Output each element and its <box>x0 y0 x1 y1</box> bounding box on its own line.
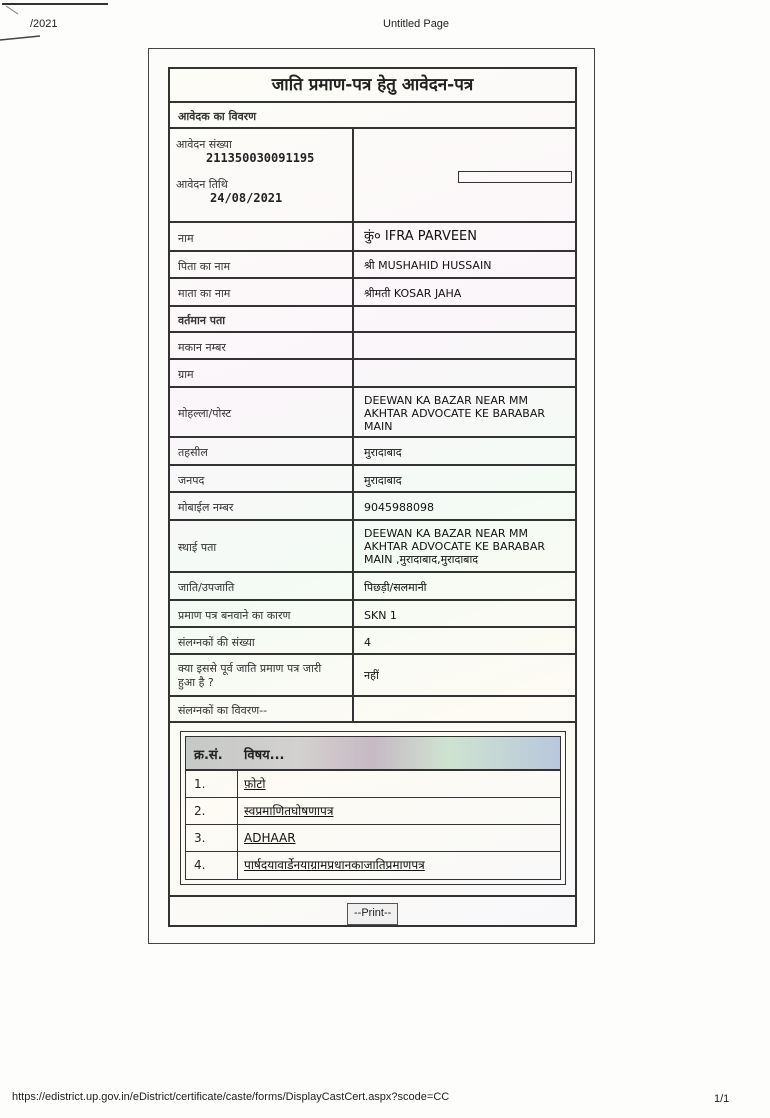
previous-certificate-row <box>170 655 575 697</box>
mohalla-line-3: MAIN <box>364 420 393 433</box>
application-number-label: आवेदन संख्या <box>176 138 232 151</box>
attachment-sn: 1. <box>186 771 238 797</box>
print-footer-url: https://edistrict.up.gov.in/eDistrict/certificate/caste/forms/DisplayCastCert.aspx?scode=CC <box>12 1091 450 1103</box>
father-value: श्री MUSHAHID HUSSAIN <box>364 259 492 272</box>
name-row <box>170 223 575 252</box>
mother-row <box>170 279 575 307</box>
attachment-link[interactable]: पार्षदयावार्डेनयाग्रामप्रधानकाजातिप्रमाणपत्र <box>244 858 425 872</box>
attachment-link[interactable]: ADHAAR <box>244 831 296 845</box>
caste-row <box>170 573 575 601</box>
mobile-value: 9045988098 <box>364 501 434 514</box>
table-row <box>186 798 560 825</box>
name-label: नाम <box>178 232 194 245</box>
permanent-line-2: AKHTAR ADVOCATE KE BARABAR <box>364 540 546 553</box>
print-header-title: Untitled Page <box>383 18 450 30</box>
attachment-count-value: 4 <box>364 636 371 649</box>
application-info-row <box>170 129 575 223</box>
attachment-detail-row <box>170 697 575 723</box>
table-row <box>186 852 560 879</box>
previous-value: नहीं <box>364 669 379 682</box>
tehsil-label: तहसील <box>178 446 208 459</box>
mohalla-row <box>170 388 575 438</box>
tehsil-value: मुरादाबाद <box>364 446 402 459</box>
reason-value: SKN 1 <box>364 609 397 622</box>
reason-label: प्रमाण पत्र बनवाने का कारण <box>178 609 291 622</box>
application-date: 24/08/2021 <box>210 191 283 205</box>
house-label: मकान नम्बर <box>178 341 226 354</box>
mother-value: श्रीमती KOSAR JAHA <box>364 287 462 300</box>
mobile-row <box>170 493 575 521</box>
applicant-section-header <box>170 103 575 129</box>
previous-label-line-2: हुआ है ? <box>178 676 214 689</box>
application-number: 211350030091195 <box>206 151 315 165</box>
table-row <box>186 825 560 852</box>
table-row <box>186 771 560 798</box>
mother-label: माता का नाम <box>178 287 231 300</box>
subject-header: विषय... <box>244 748 285 763</box>
attachment-detail-label: संलग्नकों का विवरण-- <box>178 704 268 717</box>
photo-placeholder <box>458 171 572 183</box>
tehsil-row <box>170 438 575 466</box>
attachment-link[interactable]: फ़ोटो <box>244 777 266 791</box>
caste-value: पिछड़ी/सलमानी <box>364 581 427 594</box>
village-label: ग्राम <box>178 368 194 381</box>
reason-row <box>170 601 575 628</box>
mohalla-label: मोहल्ला/पोस्ट <box>178 407 232 420</box>
permanent-line-3: MAIN ,मुरादाबाद,मुरादाबाद <box>364 553 479 566</box>
mohalla-line-1: DEEWAN KA BAZAR NEAR MM <box>364 394 529 407</box>
attachment-link[interactable]: स्वप्रमाणितघोषणापत्र <box>244 804 334 818</box>
attachment-count-row <box>170 628 575 655</box>
mobile-label: मोबाईल नम्बर <box>178 501 234 514</box>
sn-header: क्र.सं. <box>194 748 223 763</box>
attachments-table-header <box>186 737 560 771</box>
father-row <box>170 252 575 279</box>
district-row <box>170 466 575 493</box>
print-button[interactable]: --Print-- <box>347 903 398 925</box>
permanent-line-1: DEEWAN KA BAZAR NEAR MM <box>364 527 529 540</box>
current-address-header <box>170 307 575 333</box>
house-row <box>170 333 575 360</box>
current-address-label: वर्तमान पता <box>178 314 226 327</box>
application-date-label: आवेदन तिथि <box>176 178 228 191</box>
attachment-sn: 4. <box>186 852 238 879</box>
applicant-section-label: आवेदक का विवरण <box>178 110 257 123</box>
district-label: जनपद <box>178 474 205 487</box>
village-row <box>170 360 575 388</box>
permanent-address-row <box>170 521 575 573</box>
print-header-date: /2021 <box>30 18 58 30</box>
father-label: पिता का नाम <box>178 260 231 273</box>
divider <box>170 895 575 897</box>
name-value: कुं० IFRA PARVEEN <box>364 229 477 244</box>
attachment-sn: 2. <box>186 798 238 824</box>
caste-label: जाति/उपजाति <box>178 581 235 594</box>
attachment-sn: 3. <box>186 825 238 851</box>
mohalla-line-2: AKHTAR ADVOCATE KE BARABAR <box>364 407 546 420</box>
district-value: मुरादाबाद <box>364 474 402 487</box>
form-title: जाति प्रमाण-पत्र हेतु आवेदन-पत्र <box>170 69 575 103</box>
caste-certificate-form <box>168 67 577 927</box>
permanent-address-label: स्थाई पता <box>178 541 217 554</box>
previous-label-line-1: क्या इससे पूर्व जाति प्रमाण पत्र जारी <box>178 662 322 675</box>
attachment-count-label: संलग्नकों की संख्या <box>178 636 255 649</box>
print-footer-page: 1/1 <box>714 1093 730 1105</box>
attachments-table <box>180 731 566 885</box>
